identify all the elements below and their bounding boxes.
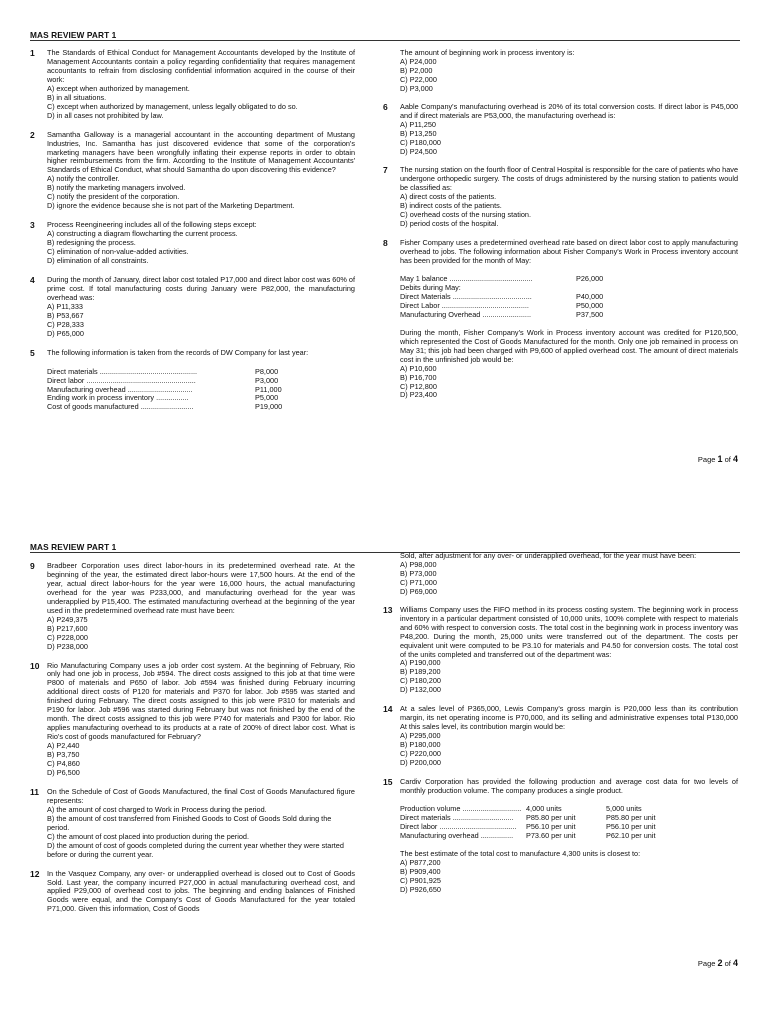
option-d: D) P6,500 [47,767,80,777]
question-stem: On the Schedule of Cost of Goods Manufactured, the final Cost of Goods Manufactured figure represents: [47,786,355,805]
option-b: B) P16,700 [400,372,437,382]
question-number: 12 [30,868,40,879]
question-5 [30,349,355,413]
row-value: P26,000 [576,274,604,284]
option-d: D) elimination of all constraints. [47,256,149,266]
option-b: B) indirect costs of the patients. [400,201,502,211]
row-value: P11,000 [255,384,282,394]
option-b: B) P13,250 [400,128,437,138]
question-6 [383,103,738,157]
table-row [47,403,282,412]
question-number: 6 [383,101,388,112]
row-value-b: P62.10 per unit [606,830,656,840]
question-4 [30,276,355,339]
option-d: D) the amount of cost of goods completed during the current year whether they were started before or during the current year. [47,840,344,859]
row-label: Ending work in process inventory ................ [47,393,189,403]
option-a: A) P10,600 [400,363,437,373]
question-number: 5 [30,347,35,358]
option-c: C) P228,000 [47,632,88,642]
row-label: Cost of goods manufactured .......................... [47,402,194,412]
option-c: C) the amount of cost placed into production during the period. [47,831,250,841]
question-stem: Fisher Company uses a predetermined overhead rate based on direct labor cost to apply manufacturing overhead to jobs. The following information about Fisher Company's Work in Process inventory account has been provided for the month of May: [400,238,738,266]
question-stem: Rio Manufacturing Company uses a job order cost system. At the beginning of February, Rio only had one job in process, Job #594. The direct costs assigned to this job at that time were P800 of materials and P650 of labor. Job #594 was finished during February incurring additional direct costs of P120 for materials and P370 for labor. Job #595 was started and finished during February. The direct costs assigned to this job were P310 for materials and P190 for labor. Job #596 was started during February but was not finished by the end of the month. The direct costs assigned to this job were P740 for materials and P300 for labor. Rio applies manufacturing overhead to its products at a rate of 200% of direct labor cost. What is Rio's cost of goods manufactured for February? [47,660,355,742]
row-label: Manufacturing overhead ................................ [47,384,193,394]
option-d: D) P200,000 [400,758,441,768]
option-d: D) P69,000 [400,586,437,596]
page-footer [698,958,738,968]
question-12-continued [400,552,738,597]
header-rule [30,40,740,41]
question-stem: The following information is taken from the records of DW Company for last year: [47,347,309,357]
option-b: B) redesigning the process. [47,238,136,248]
question-5-continued [400,49,738,94]
footer-of: of [722,959,733,968]
option-c: C) P28,333 [47,319,84,329]
option-a: A) notify the controller. [47,174,120,184]
question-number: 1 [30,48,35,58]
row-value: P50,000 [576,300,604,310]
question-number: 8 [383,238,388,249]
option-b: B) P53,667 [47,310,84,320]
question-stem: The amount of beginning work in process inventory is: [400,48,575,57]
option-c: C) P71,000 [400,577,437,587]
page-2 [0,512,768,1024]
question-10 [30,662,355,778]
option-d: D) P132,000 [400,685,441,695]
page-number: 1 [717,454,723,464]
option-c: C) P4,860 [47,759,80,769]
option-a: A) P11,333 [47,301,83,311]
page-header: MAS REVIEW PART 1 [30,542,117,552]
option-d: D) P23,400 [400,390,437,400]
question-9 [30,562,355,652]
question-11 [30,788,355,860]
question-12 [30,870,355,915]
question-stem-continued: Sold, after adjustment for any over- or underapplied overhead, for the year must have been: [400,551,697,560]
row-label: Direct Labor ........................................... [400,300,529,310]
option-a: A) except when authorized by management. [47,83,190,93]
left-column [30,562,355,914]
question-number: 15 [383,776,393,787]
option-a: A) P98,000 [400,559,437,569]
right-column [383,48,738,400]
table-row [400,832,656,841]
question-number: 9 [30,561,35,571]
question-stem: During the month of January, direct labor cost totaled P17,000 and direct labor cost was 60% of prime cost. If total manufacturing costs during January were P82,000, the manufacturing overhead was: [47,274,355,302]
option-b: B) the amount of cost transferred from Finished Goods to Cost of Goods Sold during the period. [47,813,332,832]
row-label: Debits during May: [400,282,461,292]
row-label: Manufacturing overhead ................ [400,830,514,840]
option-b: B) P217,600 [47,623,88,633]
option-a: A) P190,000 [400,658,441,668]
option-d: D) ignore the evidence because she is not part of the Marketing Department. [47,201,295,211]
option-c: C) P12,800 [400,381,437,391]
option-b: B) P909,400 [400,866,441,876]
option-d: D) P926,650 [400,884,441,894]
row-label: Production volume ............................. [400,803,522,813]
question-stem: Bradbeer Corporation uses direct labor-hours in its predetermined overhead rate. At the beginning of the year, the estimated direct labor-hours were 17,500 hours. At the end of the year, actual direct labor-hours for the year were 16,000 hours, the actual manufacturing overhead for the year was P233,000, and manufacturing overhead for the year was underapplied by P15,400. The estimated manufacturing overhead at the beginning of the year used in the predetermined overhead rate must have been: [47,561,355,615]
row-value: P37,500 [576,309,604,319]
row-label: Manufacturing Overhead ........................ [400,309,531,319]
option-d: D) period costs of the hospital. [400,219,499,229]
row-label: Direct labor ...................................... [400,821,517,831]
footer-prefix: Page [697,959,718,968]
option-c: C) P220,000 [400,749,441,759]
row-label: Direct materials .............................. [400,812,514,822]
question-stem: Process Reengineering includes all of the following steps except: [47,220,257,230]
right-column [383,551,738,894]
option-a: A) constructing a diagram flowcharting the current process. [47,229,238,239]
question-8 [383,239,738,400]
option-c: C) except when authorized by management, unless legally obligated to do so. [47,101,298,111]
page-header: MAS REVIEW PART 1 [30,30,117,40]
question-1 [30,49,355,121]
question-number: 10 [30,660,40,671]
option-a: A) direct costs of the patients. [400,192,497,202]
row-value-a: 4,000 units [526,803,562,813]
option-a: A) P877,200 [400,857,441,867]
option-c: C) P180,000 [400,137,441,147]
row-value-a: P85.80 per unit [526,812,576,822]
option-c: C) notify the president of the corporation. [47,192,180,202]
row-value-b: P85.80 per unit [606,812,656,822]
question-stem: Williams Company uses the FIFO method in its process costing system. The beginning work in process inventory in a particular department consisted of 10,000 units, 100% complete with respect to materials and 60% with respect to conversion costs. The total cost in the beginning work in process inventory was P48,200. During the month, 25,000 units were transferred out of the department. The costs per equivalent unit were computed to be P3.10 for materials and P4.50 for conversion costs. The total cost of the units completed and transferred out of the department was: [400,604,738,659]
question-stem: At a sales level of P365,000, Lewis Company's gross margin is P20,000 less than its contribution margin, its net operating income is P70,000, and its selling and administrative expenses total P130,000 At this sales level, its contribution margin would be: [400,704,738,732]
row-value-a: P56.10 per unit [526,821,576,831]
option-c: C) P22,000 [400,74,437,84]
option-d: D) in all cases not prohibited by law. [47,110,164,120]
question-3 [30,221,355,266]
row-value-b: P56.10 per unit [606,821,656,831]
option-a: A) the amount of cost charged to Work in Process during the period. [47,804,267,814]
row-value: P8,000 [255,366,279,376]
row-value-b: 5,000 units [606,803,642,813]
row-value: P5,000 [255,393,279,403]
option-c: C) elimination of non-value-added activities. [47,247,189,257]
option-a: A) P295,000 [400,731,441,741]
option-c: C) P180,200 [400,676,441,686]
option-a: A) P24,000 [400,56,437,66]
question-14 [383,705,738,768]
question-stem: The nursing station on the fourth floor of Central Hospital is responsible for the care of patients who have undergone orthopedic surgery. The costs of drugs administered by the nursing station to patients would be classified as: [400,165,738,193]
wip-account-table [400,275,603,320]
option-d: D) P24,500 [400,146,437,156]
question-number: 2 [30,129,35,140]
question-number: 4 [30,274,35,285]
question-stem: Aable Company's manufacturing overhead is 20% of its total conversion costs. If direct labor is P45,000 and if direct materials are P53,000, the manufacturing overhead is: [400,101,738,120]
question-2 [30,131,355,212]
question-stem: Samantha Galloway is a managerial accountant in the accounting department of Mustang Industries, Inc. Samantha has just discovered evidence that some of the corporation's marketing managers have been wrongfully inflating their expense reports in order to obtain higher reimbursements from the firm. According to the Institute of Management Accountants' Standards of Ethical Conduct, what should Samantha do upon discovering this evidence? [47,129,355,175]
question-13 [383,606,738,696]
page-footer [698,454,738,464]
row-value: P40,000 [576,291,604,301]
option-c: C) P901,925 [400,875,441,885]
option-d: D) P238,000 [47,641,88,651]
footer-of: of [722,455,733,464]
question-stem: In the Vasquez Company, any over- or underapplied overhead is closed out to Cost of Goods Sold. Last year, the company incurred P27,000 in actual manufacturing overhead cost, and applied P29,000 of overhead cost to jobs. The beginning and ending balances of Finished Goods were equal, and the Company's Cost of Goods Manufactured for the year totaled P71,000. Given this information, Cost of Goods [47,868,355,914]
question-number: 14 [383,704,393,715]
row-label: May 1 balance ......................................... [400,274,533,284]
question-stem: The Standards of Ethical Conduct for Management Accountants developed by the Institute of Management Accountants contain a policy regarding confidentiality that requires management accountants to refrain from disclosing confidential information acquired in the course of their work: [47,48,355,84]
question-stem: Cardiv Corporation has provided the following production and average cost data for two levels of monthly production volume. The company produces a single product. [400,776,738,795]
option-d: D) P3,000 [400,83,433,93]
question-number: 7 [383,165,388,176]
question-7 [383,166,738,229]
option-c: C) overhead costs of the nursing station. [400,210,532,220]
row-value-a: P73.60 per unit [526,830,576,840]
option-b: B) P73,000 [400,568,437,578]
question-number: 3 [30,220,35,231]
cost-data-table [47,368,282,413]
production-cost-table [400,805,656,841]
option-a: A) P11,250 [400,119,436,129]
row-value: P19,000 [255,402,283,412]
option-b: B) P180,000 [400,740,441,750]
footer-prefix: Page [697,455,718,464]
option-a: A) P2,440 [47,741,80,751]
option-a: A) P249,375 [47,614,88,624]
option-b: B) notify the marketing managers involved. [47,183,186,193]
question-stem-continued: During the month, Fisher Company's Work in Process inventory account was credited for P120,500, which represented the Cost of Goods Manufactured for the month. Only one job remained in process on May 31; this job had been charged with P9,600 of applied overhead cost. The amount of direct materials cost in the unfinished job would be: [400,327,738,364]
question-15 [383,778,738,894]
row-label: Direct labor ...................................................... [47,375,196,385]
page-total: 4 [732,958,738,968]
question-number: 11 [30,786,39,797]
option-b: B) P2,000 [400,65,433,75]
option-b: B) in all situations. [47,92,107,102]
row-label: Direct Materials ....................................... [400,291,532,301]
option-d: D) P65,000 [47,328,84,338]
page-number: 2 [717,958,723,968]
option-b: B) P3,750 [47,750,80,760]
row-value: P3,000 [255,375,279,385]
row-label: Direct materials ................................................ [47,366,198,376]
page-total: 4 [732,454,738,464]
question-number: 13 [383,604,393,615]
option-b: B) P189,200 [400,667,441,677]
question-stem-continued: The best estimate of the total cost to manufacture 4,300 units is closest to: [400,848,641,858]
left-column [30,49,355,412]
table-row [400,311,603,320]
